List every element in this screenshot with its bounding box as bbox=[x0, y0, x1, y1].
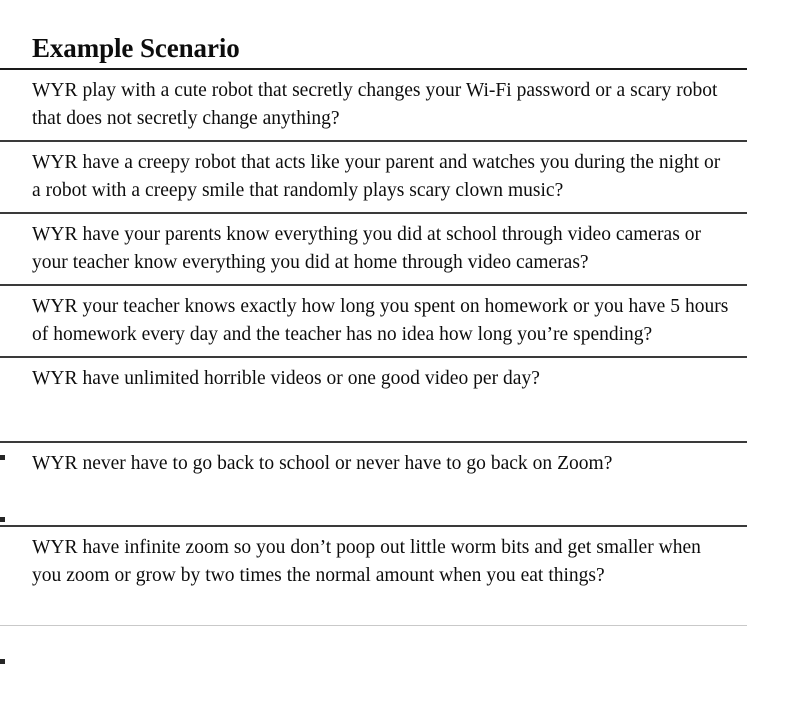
question-text: WYR have unlimited horrible videos or one good video per day? bbox=[32, 368, 540, 389]
table-row bbox=[0, 142, 747, 212]
question-text: WYR never have to go back to school or never have to go back on Zoom? bbox=[32, 452, 613, 474]
clipped-bullet-icon bbox=[0, 455, 5, 460]
question-text: WYR have your parents know everything you did at school through video cameras or your teacher know everything you did at home through video cameras? bbox=[32, 224, 702, 273]
question-text: WYR play with a cute robot that secretly changes your Wi-Fi password or a scary robot that does not secretly change anything? bbox=[32, 80, 718, 129]
question-text: WYR have infinite zoom so you don’t poop out little worm bits and get smaller when you zoom or grow by two times the normal amount when you eat things? bbox=[32, 537, 701, 586]
clipped-bullet-icon bbox=[0, 659, 5, 664]
clipped-bullet-icon bbox=[0, 517, 5, 522]
table-row bbox=[0, 286, 747, 356]
table-row bbox=[0, 358, 747, 441]
table-row bbox=[0, 443, 747, 526]
table-row bbox=[0, 214, 747, 284]
question-text: WYR have a creepy robot that acts like your parent and watches you during the night or a robot with a creepy smile that randomly plays scary clown music? bbox=[32, 152, 721, 201]
question-text: WYR your teacher knows exactly how long you spent on homework or you have 5 hours of homework every day and the teacher has no idea how long you’re spending? bbox=[32, 296, 729, 345]
table-row bbox=[0, 70, 747, 140]
rule-bottom bbox=[0, 625, 747, 626]
table-row bbox=[0, 527, 747, 625]
page-title: Example Scenario bbox=[32, 33, 240, 64]
table-title-row bbox=[0, 0, 747, 68]
